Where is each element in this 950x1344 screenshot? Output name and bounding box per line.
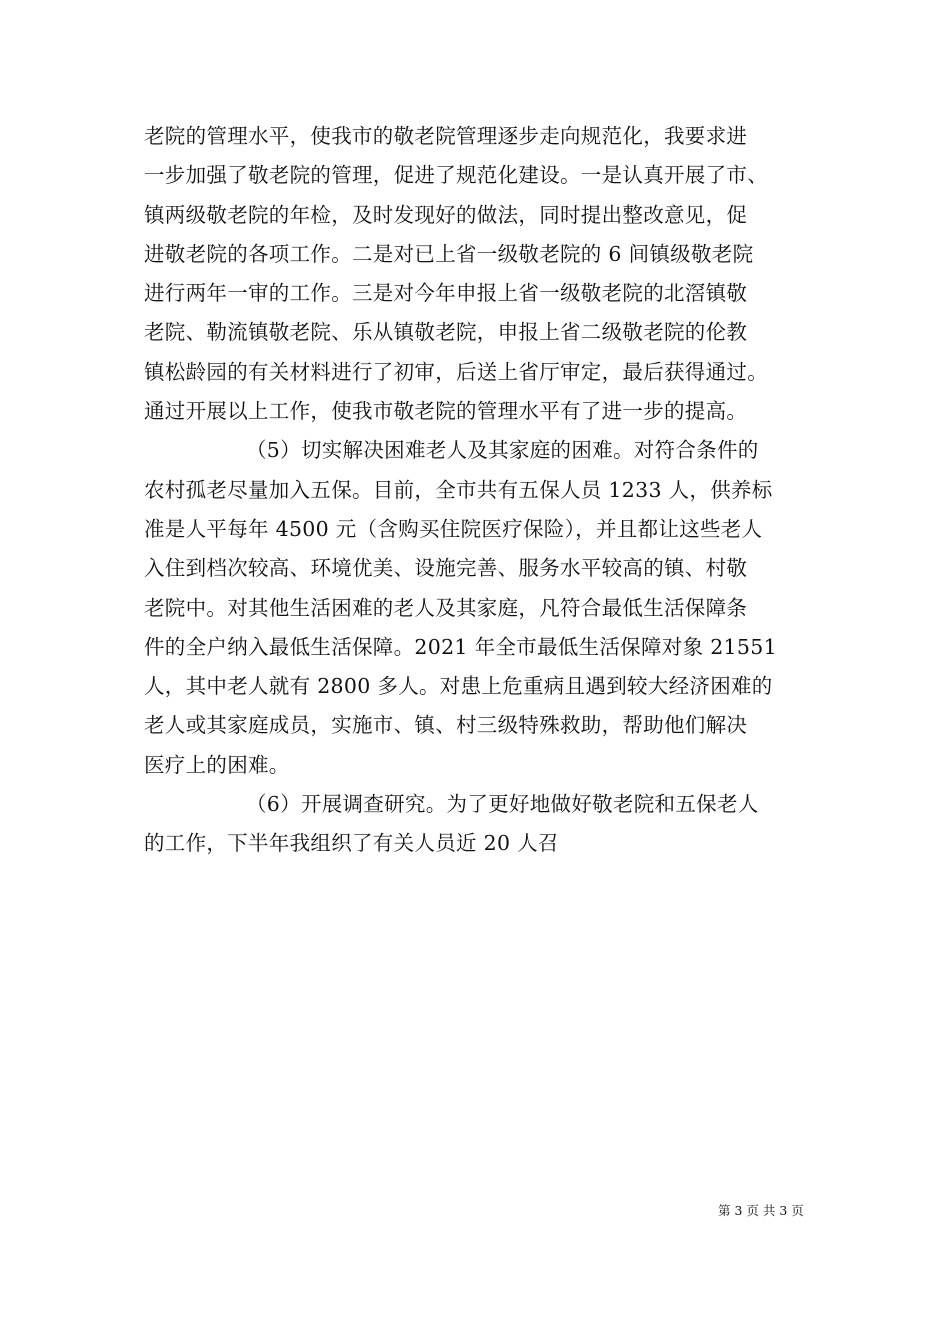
- text-line: 老院中。对其他生活困难的老人及其家庭，凡符合最低生活保障条: [144, 595, 748, 620]
- text-line: 镇两级敬老院的年检，及时发现好的做法，同时提出整改意见，促: [144, 202, 748, 227]
- paragraph-start-line: （6）开展调查研究。为了更好地做好敬老院和五保老人: [246, 792, 759, 817]
- text-line: 进敬老院的各项工作。二是对已上省一级敬老院的 6 间镇级敬老院: [144, 241, 754, 266]
- text-line: 人，其中老人就有 2800 多人。对患上危重病且遇到较大经济困难的: [144, 674, 773, 699]
- text-line: 老院的管理水平，使我市的敬老院管理逐步走向规范化，我要求进: [144, 124, 748, 148]
- text-line: 件的全户纳入最低生活保障。2021 年全市最低生活保障对象 21551: [144, 634, 777, 659]
- text-line: 镇松龄园的有关材料进行了初审，后送上省厅审定，最后获得通过。: [144, 359, 768, 384]
- text-line: 准是人平每年 4500 元（含购买住院医疗保险），并且都让这些老人: [144, 516, 763, 541]
- page-number-footer: 第 3 页 共 3 页: [718, 1203, 804, 1218]
- body-text: [144, 117, 824, 864]
- text-line: 老院、勒流镇敬老院、乐从镇敬老院，申报上省二级敬老院的伦教: [144, 320, 748, 345]
- text-line: 的工作，下半年我组织了有关人员近 20 人召: [144, 831, 559, 856]
- text-line: 农村孤老尽量加入五保。目前，全市共有五保人员 1233 人，供养标: [144, 477, 773, 502]
- text-line: 医疗上的困难。: [144, 752, 290, 777]
- text-line: 进行两年一审的工作。三是对今年申报上省一级敬老院的北滘镇敬: [144, 281, 748, 306]
- paragraph-start-line: （5）切实解决困难老人及其家庭的困难。对符合条件的: [246, 438, 759, 463]
- text-line: 一步加强了敬老院的管理，促进了规范化建设。一是认真开展了市、: [144, 163, 768, 188]
- text-line: 入住到档次较高、环境优美、设施完善、服务水平较高的镇、村敬: [144, 556, 748, 581]
- text-line: 老人或其家庭成员，实施市、镇、村三级特殊救助，帮助他们解决: [144, 713, 748, 738]
- text-line: 通过开展以上工作，使我市敬老院的管理水平有了进一步的提高。: [144, 399, 748, 424]
